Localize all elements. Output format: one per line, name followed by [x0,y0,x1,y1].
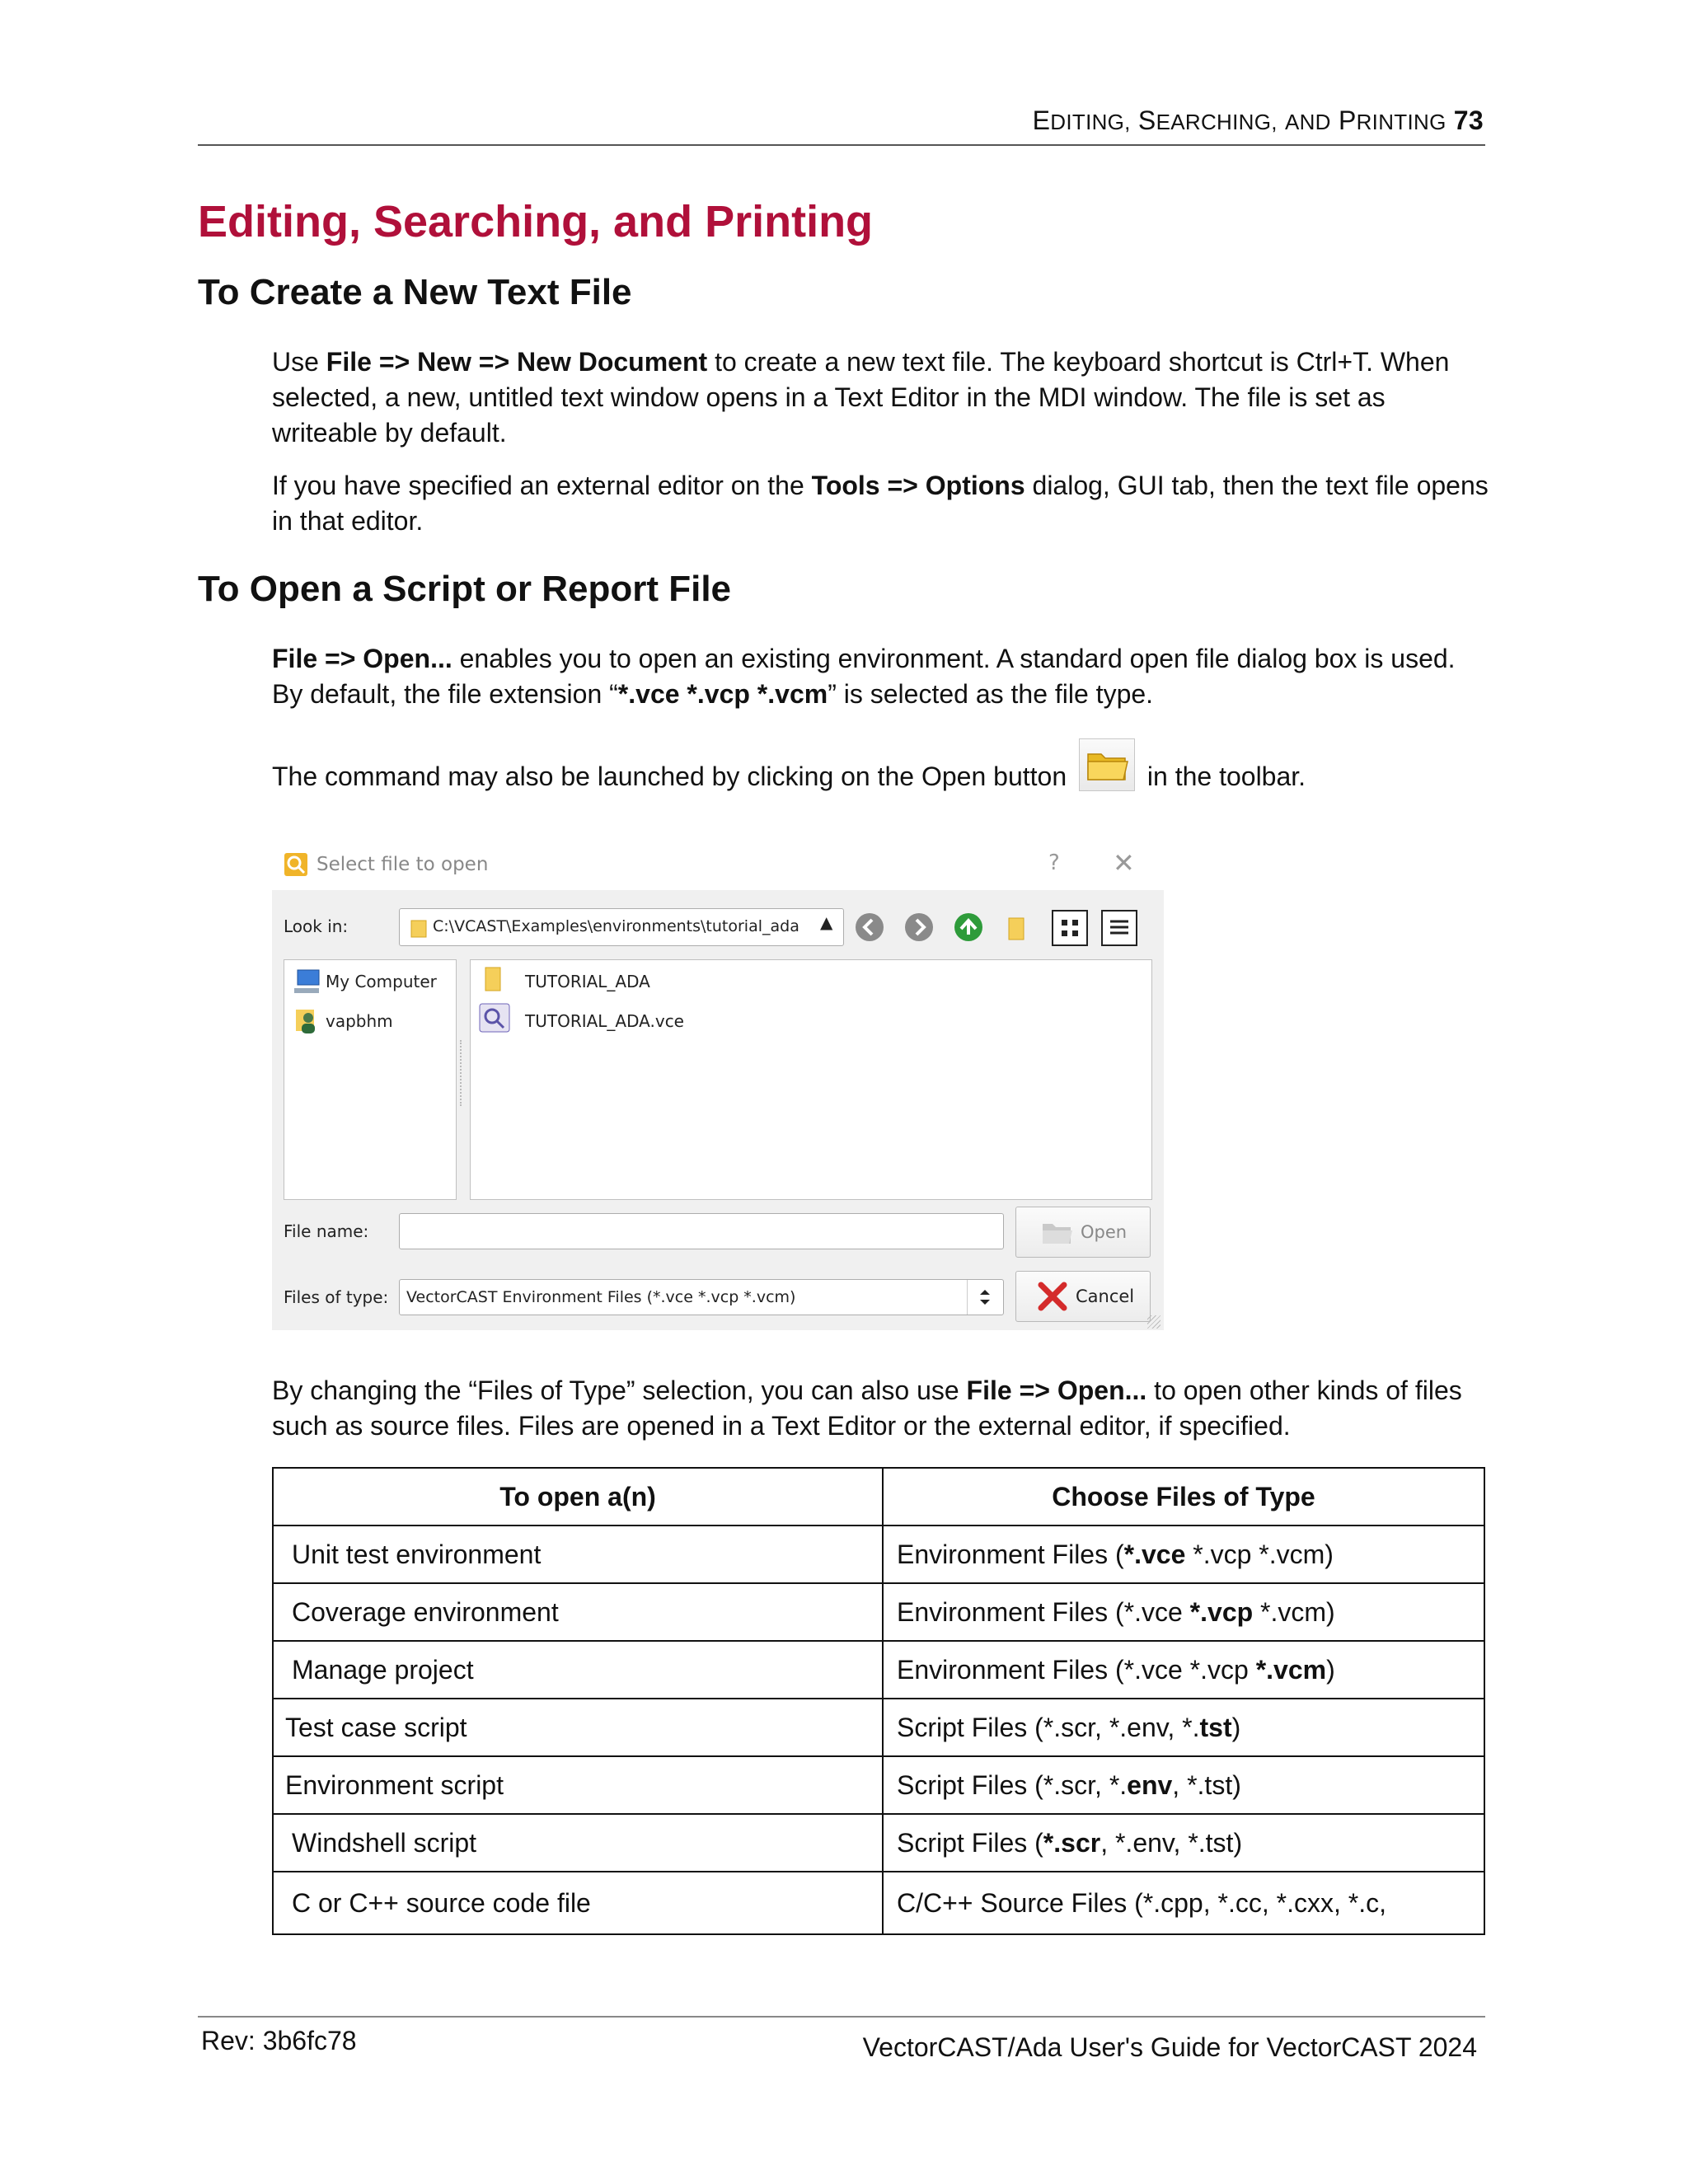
text-run: Environment Files (*.vce [897,1596,1190,1627]
open-button-label: Open [1081,1222,1128,1242]
dialog-title: Select file to open [316,854,489,875]
paragraph-create-1 [272,344,1492,451]
detail-view-icon[interactable] [1101,910,1137,950]
text-run: ) [1326,1654,1335,1685]
highlight-ext: *.vce [1123,1539,1186,1569]
look-in-combo[interactable] [399,908,844,946]
file-extension: *.vce *.vcp *.vcm [617,679,828,709]
menu-path: File => Open... [272,644,452,673]
dialog-app-icon [284,852,308,881]
column-header: Choose Files of Type [883,1468,1484,1526]
text-run: enables you to open an existing environment. A standard open file dialog box is used. By default, the file extension “ [272,644,1456,709]
text-run: dialog, GUI tab, then the text file opens in that editor. [272,471,1489,536]
column-header: To open a(n) [273,1468,883,1526]
header-word: DITING, [1050,110,1131,134]
table-row [273,1814,1484,1872]
table-cell: Environment script [273,1756,883,1814]
header-word: E [1032,105,1051,135]
text-run: By changing the “Files of Type” selection, you can also use [272,1376,967,1405]
cancel-button-label: Cancel [1076,1286,1135,1306]
chevron-updown-icon [977,1286,993,1312]
look-in-value: C:\VCAST\Examples\environments\tutorial_ada [433,917,799,935]
text-run: Script Files (*.scr, *. [897,1769,1128,1800]
paragraph-open-3 [272,1373,1492,1444]
open-file-dialog [272,842,1164,1330]
close-button[interactable]: ✕ [1113,847,1135,879]
table-cell [883,1699,1484,1756]
table-cell [883,1756,1484,1814]
menu-path: Tools => Options [811,471,1025,500]
table-cell: Manage project [273,1641,883,1699]
computer-icon [293,967,322,1001]
up-folder-icon[interactable] [953,912,984,947]
table-header-row [273,1468,1484,1526]
table-row [273,1699,1484,1756]
table-cell: Test case script [273,1699,883,1756]
text-run: *.vcm) [1253,1596,1335,1627]
text-run: , *.tst) [1172,1769,1241,1800]
forward-icon[interactable] [903,912,935,947]
table-row [273,1641,1484,1699]
highlight-ext: env [1127,1769,1173,1800]
paragraph-create-2 [272,468,1492,539]
file-item-vce[interactable]: TUTORIAL_ADA.vce [525,1011,684,1031]
table-cell: Unit test environment [273,1526,883,1583]
table-row [273,1756,1484,1814]
splitter-handle[interactable] [460,1040,468,1106]
resize-grip[interactable] [1147,1315,1160,1329]
text-run: ) [1231,1712,1241,1742]
table-cell: Coverage environment [273,1583,883,1641]
header-rule [198,144,1485,146]
text-run: If you have specified an external editor on the [272,471,812,500]
header-word: P [1338,105,1357,135]
header-word: EARCHING, [1156,110,1278,134]
vce-file-icon [479,1003,510,1037]
footer-doc-title: VectorCAST/Ada User's Guide for VectorCAST 2024 [862,2032,1477,2062]
table-cell: C or C++ source code file [273,1872,883,1934]
highlight-ext: *.scr [1043,1827,1101,1858]
table-cell [883,1641,1484,1699]
highlight-ext: tst [1199,1712,1232,1742]
new-folder-icon[interactable] [1004,913,1029,947]
text-run: The command may also be launched by clicking on the Open button [272,762,1075,791]
table-cell [883,1583,1484,1641]
cancel-x-icon [1036,1280,1069,1317]
text-run: in the toolbar. [1140,762,1306,791]
open-button[interactable] [1015,1207,1151,1258]
highlight-ext: *.vcm [1255,1654,1327,1685]
folder-icon [482,965,504,997]
paragraph-open-2 [272,738,1492,794]
text-run: *.vcp *.vcm) [1185,1539,1334,1569]
section-heading-open: To Open a Script or Report File [198,569,732,609]
text-run: ” is selected as the file type. [828,679,1154,709]
file-list-panel [470,959,1152,1200]
open-folder-icon [1079,738,1135,791]
table-cell [883,1526,1484,1583]
file-name-label: File name: [284,1221,369,1241]
place-item-my-computer[interactable]: My Computer [326,972,437,991]
menu-path: File => New => New Document [326,347,708,377]
places-panel [284,959,457,1200]
text-run: C/C++ Source Files (*.cpp, *.cc, *.cxx, *.c, [897,1887,1386,1918]
file-item-folder[interactable]: TUTORIAL_ADA [525,972,650,991]
page-number: 73 [1453,105,1484,135]
look-in-label: Look in: [284,916,349,936]
section-heading-create: To Create a New Text File [198,272,632,312]
files-of-type-value: VectorCAST Environment Files (*.vce *.vcp *.vcm) [406,1288,796,1306]
file-type-table [272,1467,1485,1935]
files-of-type-select[interactable] [399,1279,1004,1315]
text-run: Script Files (*.scr, *.env, *. [897,1712,1200,1742]
table-cell [883,1814,1484,1872]
header-word: S [1137,105,1156,135]
header-word: RINTING [1356,110,1447,134]
text-run: to open other kinds of files such as source files. Files are opened in a Text Editor or the external editor, if specified. [272,1376,1462,1441]
table-cell [883,1872,1484,1934]
file-name-input[interactable] [399,1213,1004,1249]
table-cell: Windshell script [273,1814,883,1872]
footer-rule [198,2016,1485,2018]
user-icon [294,1006,319,1040]
table-row [273,1526,1484,1583]
open-folder-icon [1041,1217,1074,1251]
running-header [1033,105,1484,136]
header-word: AND [1284,110,1331,134]
back-icon[interactable] [854,912,885,947]
chapter-title: Editing, Searching, and Printing [198,197,874,246]
text-run: Environment Files ( [897,1539,1124,1569]
text-run: Script Files ( [897,1827,1043,1858]
help-button[interactable]: ? [1048,851,1060,875]
table-row [273,1872,1484,1934]
list-view-icon[interactable] [1052,910,1088,950]
cancel-button[interactable] [1015,1271,1151,1322]
menu-path: File => Open... [966,1376,1147,1405]
footer-revision: Rev: 3b6fc78 [201,2026,357,2055]
place-item-user[interactable]: vapbhm [326,1011,393,1031]
text-run: to create a new text file. The keyboard shortcut is Ctrl+T. When selected, a new, untitled text window opens in a Text Editor in the MDI window. The file is set as writeable by default. [272,347,1450,448]
combo-divider [967,1280,968,1315]
text-run: , *.env, *.tst) [1100,1827,1243,1858]
files-of-type-label: Files of type: [284,1287,389,1307]
table-row [273,1583,1484,1641]
text-run: Use [272,347,326,377]
highlight-ext: *.vcp [1189,1596,1254,1627]
folder-icon [410,917,428,943]
text-run: Environment Files (*.vce *.vcp [897,1654,1256,1685]
chevron-updown-icon: ▲ [820,912,833,932]
paragraph-open-1 [272,641,1492,712]
